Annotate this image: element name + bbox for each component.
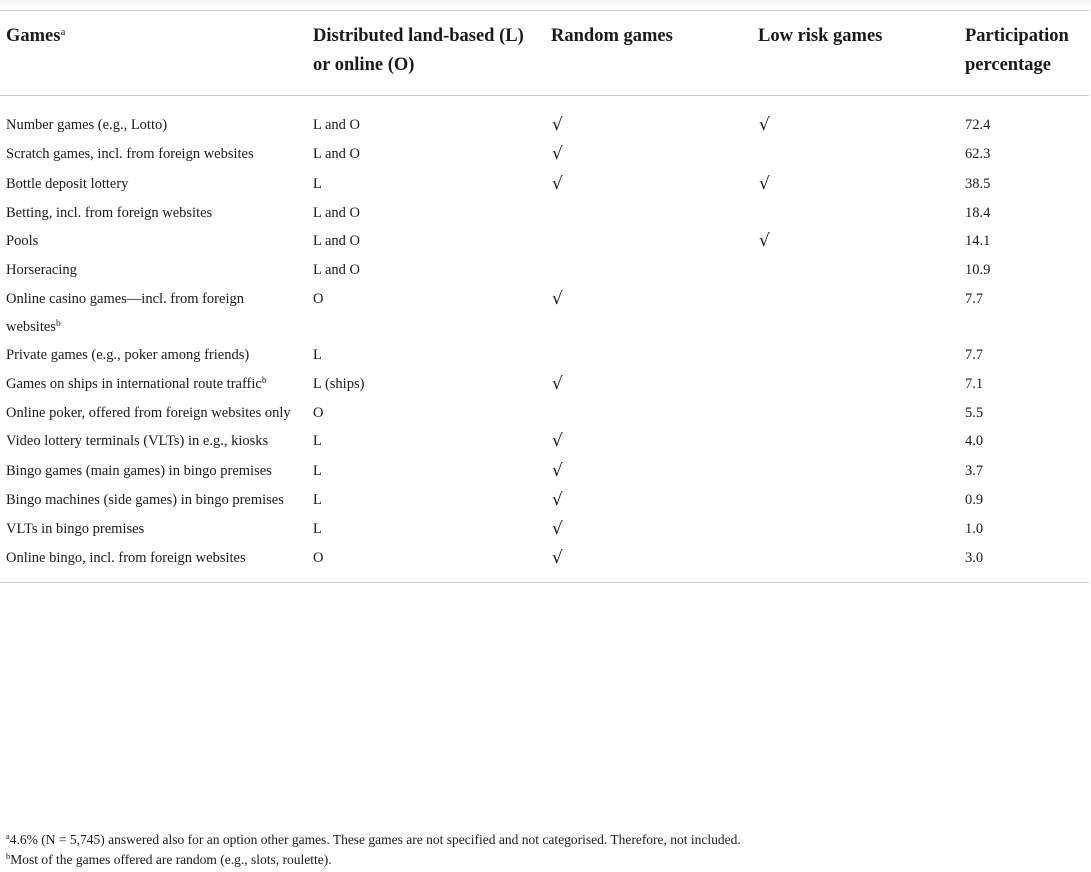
cell-game: Horseracing bbox=[6, 262, 77, 279]
checkmark-icon: √ bbox=[759, 115, 770, 135]
cell-game: Bottle deposit lottery bbox=[6, 175, 129, 192]
cell-distribution: L (ships) bbox=[313, 375, 365, 392]
table-row bbox=[0, 285, 1089, 342]
cell-low-risk bbox=[752, 486, 959, 515]
cell-random bbox=[545, 285, 752, 342]
footnote-b: $^b$Most of the games offered are random (e.g., slots, roulette). bbox=[6, 851, 332, 867]
cell-game: Bingo machines (side games) in bingo premises bbox=[6, 491, 284, 508]
table-row bbox=[0, 96, 1089, 141]
checkmark-icon: √ bbox=[552, 431, 563, 452]
cell-random bbox=[545, 399, 752, 427]
cell-game: Bingo games (main games) in bingo premises bbox=[6, 462, 272, 479]
cell-low-risk bbox=[752, 256, 959, 284]
cell-game: Pools bbox=[6, 233, 39, 250]
cell-game: Scratch games, incl. from foreign websites bbox=[6, 146, 254, 163]
table-row bbox=[0, 486, 1089, 515]
cell-low-risk bbox=[752, 370, 959, 399]
header-distribution: Distributed land-based (L) or online (O) bbox=[307, 11, 545, 96]
checkmark-icon: √ bbox=[552, 173, 563, 194]
table-row bbox=[0, 140, 1089, 169]
table-footnotes bbox=[6, 830, 1086, 870]
cell-participation: 7.7 bbox=[965, 347, 984, 364]
cell-game: Online casino games—incl. from foreign websites$^b$ bbox=[6, 290, 244, 336]
cell-game: Betting, incl. from foreign websites bbox=[6, 204, 213, 221]
table-row bbox=[0, 399, 1089, 427]
checkmark-icon: √ bbox=[759, 231, 770, 252]
checkmark-icon: √ bbox=[759, 173, 770, 194]
cell-distribution: L bbox=[313, 491, 322, 508]
cell-game: Video lottery terminals (VLTs) in e.g., kiosks bbox=[6, 433, 269, 450]
table-row bbox=[0, 256, 1089, 284]
cell-random bbox=[545, 370, 752, 399]
cell-distribution: L and O bbox=[313, 204, 360, 221]
cell-distribution: L bbox=[313, 175, 322, 192]
cell-participation: 7.1 bbox=[965, 375, 984, 392]
cell-participation: 62.3 bbox=[965, 146, 991, 163]
cell-game: Private games (e.g., poker among friends) bbox=[6, 347, 250, 364]
cell-distribution: L and O bbox=[313, 117, 360, 133]
header-participation: Participation percentage bbox=[959, 11, 1089, 96]
games-table-container bbox=[0, 10, 1089, 583]
cell-game: Online poker, offered from foreign websites only bbox=[6, 404, 291, 421]
cell-low-risk bbox=[752, 427, 959, 456]
header-low-risk-games: Low risk games bbox=[752, 11, 959, 96]
cell-random bbox=[545, 199, 752, 227]
table-row bbox=[0, 227, 1089, 256]
cell-random bbox=[545, 256, 752, 284]
cell-low-risk bbox=[752, 399, 959, 427]
cell-distribution: L and O bbox=[313, 262, 360, 279]
checkmark-icon: √ bbox=[552, 144, 563, 165]
cell-distribution: O bbox=[307, 544, 545, 582]
cell-participation: 72.4 bbox=[965, 117, 991, 133]
cell-random bbox=[545, 515, 752, 544]
table-row bbox=[0, 341, 1089, 369]
header-games: Games$^a$ bbox=[0, 11, 307, 96]
cell-low-risk bbox=[752, 199, 959, 227]
table-body bbox=[0, 96, 1089, 583]
top-edge bbox=[0, 0, 1091, 8]
cell-participation: 3.0 bbox=[959, 544, 1089, 582]
cell-low-risk bbox=[752, 285, 959, 342]
cell-distribution: L bbox=[313, 433, 322, 450]
cell-random bbox=[545, 457, 752, 486]
cell-participation: 38.5 bbox=[965, 175, 991, 192]
cell-game: Games on ships in international route traffic$^b$ bbox=[6, 375, 267, 392]
cell-participation: 3.7 bbox=[965, 462, 984, 479]
cell-random bbox=[545, 427, 752, 456]
table-row bbox=[0, 544, 1089, 582]
cell-distribution: O bbox=[313, 290, 324, 307]
table-row bbox=[0, 427, 1089, 456]
cell-low-risk bbox=[752, 227, 959, 256]
cell-participation: 5.5 bbox=[965, 404, 984, 421]
cell-random bbox=[545, 140, 752, 169]
cell-participation: 4.0 bbox=[965, 433, 984, 450]
checkmark-icon: √ bbox=[552, 489, 563, 510]
table-row bbox=[0, 370, 1089, 399]
cell-random bbox=[545, 170, 752, 199]
cell-participation: 18.4 bbox=[965, 204, 991, 221]
cell-low-risk bbox=[752, 515, 959, 544]
cell-low-risk bbox=[752, 544, 959, 582]
cell-participation: 10.9 bbox=[965, 262, 991, 279]
table-row bbox=[0, 199, 1089, 227]
cell-low-risk bbox=[752, 341, 959, 369]
checkmark-icon: √ bbox=[552, 115, 563, 135]
checkmark-icon: √ bbox=[552, 460, 563, 481]
cell-distribution: L and O bbox=[313, 233, 360, 250]
cell-random bbox=[545, 341, 752, 369]
table-row bbox=[0, 515, 1089, 544]
cell-participation: 1.0 bbox=[965, 521, 984, 538]
cell-participation: 7.7 bbox=[965, 290, 984, 307]
cell-random bbox=[545, 227, 752, 256]
cell-low-risk bbox=[752, 96, 959, 141]
table-row bbox=[0, 457, 1089, 486]
games-table bbox=[0, 10, 1089, 583]
cell-distribution: L and O bbox=[313, 146, 360, 163]
cell-random bbox=[545, 486, 752, 515]
checkmark-icon: √ bbox=[552, 548, 563, 569]
header-random-games: Random games bbox=[545, 11, 752, 96]
table-header bbox=[0, 11, 1089, 96]
cell-game: VLTs in bingo premises bbox=[6, 521, 145, 538]
cell-distribution: L bbox=[313, 462, 322, 479]
cell-low-risk bbox=[752, 457, 959, 486]
cell-participation: 0.9 bbox=[965, 491, 984, 508]
cell-distribution: L bbox=[313, 521, 322, 538]
cell-game: Online bingo, incl. from foreign websites bbox=[0, 544, 307, 582]
cell-distribution: L bbox=[313, 347, 322, 364]
cell-random bbox=[545, 544, 752, 582]
cell-random bbox=[545, 96, 752, 141]
cell-participation: 14.1 bbox=[965, 233, 991, 250]
cell-low-risk bbox=[752, 170, 959, 199]
cell-low-risk bbox=[752, 140, 959, 169]
header-row bbox=[0, 11, 1089, 96]
checkmark-icon: √ bbox=[552, 519, 563, 540]
table-row bbox=[0, 170, 1089, 199]
footnote-a: $^a$4.6% (N = 5,745) answered also for an option other games. These games are not specified and not categorised. Therefore, not included. bbox=[6, 831, 741, 847]
cell-game: Number games (e.g., Lotto) bbox=[6, 117, 168, 133]
cell-distribution: O bbox=[313, 404, 324, 421]
checkmark-icon: √ bbox=[552, 373, 563, 394]
checkmark-icon: √ bbox=[552, 288, 563, 309]
